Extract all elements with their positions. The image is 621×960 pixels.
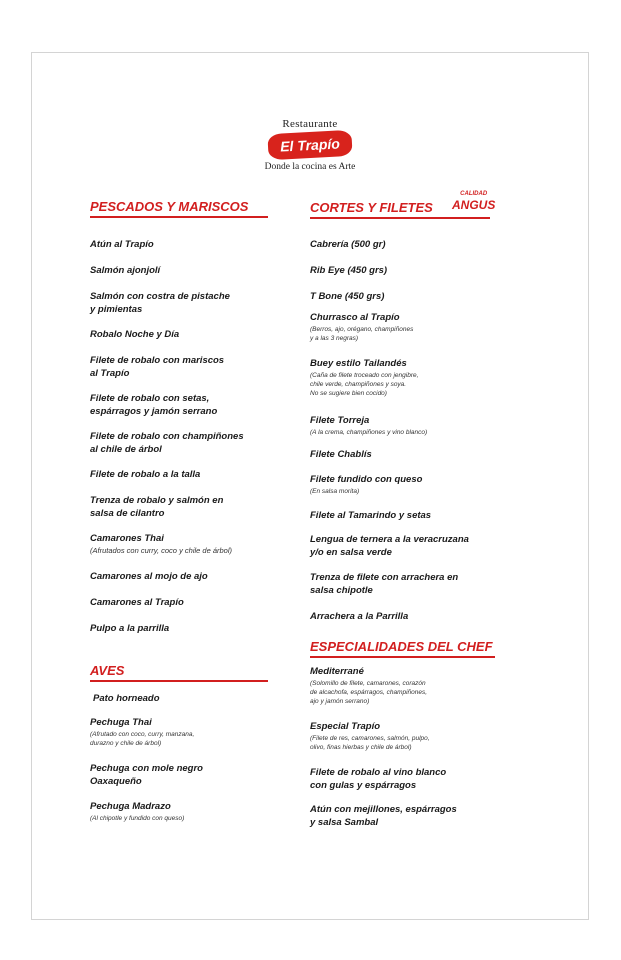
item-name: Atún con mejillones, espárragos y salsa Sambal — [310, 804, 457, 828]
logo-pre-name: Restaurante — [282, 118, 338, 130]
item-description: (Berros, ajo, orégano, champiñones y a las 3 negras) — [310, 325, 414, 342]
menu-item — [310, 572, 500, 597]
menu-item — [310, 534, 500, 559]
menu-item — [90, 239, 280, 252]
quality-badge — [452, 191, 495, 211]
item-name: Churrasco al Trapío — [310, 312, 400, 323]
section-title-especialidades: ESPECIALIDADES DEL CHEF — [310, 639, 495, 658]
item-name: Pechuga con mole negro Oaxaqueño — [90, 763, 203, 787]
logo-tagline: Donde la cocina es Arte — [264, 162, 356, 172]
item-name: Filete Torreja — [310, 415, 370, 426]
item-name: Filete de robalo con mariscos al Trapío — [90, 355, 225, 379]
menu-item — [310, 510, 500, 523]
menu-item — [90, 623, 280, 636]
menu-item — [90, 495, 280, 520]
menu-item — [310, 265, 500, 278]
item-name: Pato horneado — [93, 693, 160, 704]
menu-item — [310, 239, 500, 252]
menu-item — [90, 571, 280, 584]
menu-item — [93, 693, 283, 706]
item-name: Salmón ajonjolí — [90, 265, 161, 276]
menu-item — [90, 469, 280, 482]
section-title-pescados: PESCADOS Y MARISCOS — [90, 199, 268, 218]
section-title-cortes — [310, 191, 496, 219]
item-name: Trenza de filete con arrachera en salsa chipotle — [310, 572, 459, 596]
quality-big: ANGUS — [452, 198, 496, 212]
menu-item — [90, 597, 280, 610]
item-description: (Filete de res, camarones, salmón, pulpo, olivo, finas hierbas y chile de árbol) — [310, 734, 430, 751]
menu-item — [310, 291, 500, 304]
menu-item — [310, 358, 500, 398]
item-name: Filete de robalo con setas, espárragos y jamón serrano — [90, 393, 218, 417]
item-name: Salmón con costra de pistache y pimientas — [90, 291, 230, 315]
logo-name-badge: El Trapío — [267, 130, 352, 160]
item-name: Trenza de robalo y salmón en salsa de cilantro — [90, 495, 224, 519]
item-name: Arrachera a la Parrilla — [310, 611, 409, 622]
menu-item — [90, 355, 280, 380]
menu-item — [90, 801, 280, 823]
item-description: (Al chipotle y fundido con queso) — [90, 814, 185, 822]
item-name: Pechuga Thai — [90, 717, 152, 728]
restaurant-logo — [255, 118, 365, 172]
item-name: Rib Eye (450 grs) — [310, 265, 388, 276]
item-name: Lengua de ternera a la veracruzana y/o en salsa verde — [310, 534, 469, 558]
item-name: Mediterrané — [310, 666, 364, 677]
item-name: Pechuga Madrazo — [90, 801, 171, 812]
item-name: Filete Chablís — [310, 449, 372, 460]
item-name: Atún al Trapío — [90, 239, 154, 250]
item-description: (A la crema, champiñones y vino blanco) — [310, 428, 428, 436]
item-name: Filete fundido con queso — [310, 474, 423, 485]
menu-item — [310, 415, 500, 437]
left-column — [90, 199, 268, 839]
menu-item — [310, 804, 500, 829]
item-name: Robalo Noche y Día — [90, 329, 180, 340]
item-name: Buey estilo Tailandés — [310, 358, 407, 369]
right-column — [310, 191, 506, 844]
item-description: (Afrutado con coco, curry, manzana, durazno y chile de árbol) — [90, 730, 195, 747]
item-description: (Caña de filete troceado con jengibre, chile verde, champiñones y soya. No se sugiere bien cocido) — [310, 371, 419, 397]
menu-item — [310, 767, 500, 792]
item-name: Camarones al Trapío — [90, 597, 184, 608]
item-name: Cabrería (500 gr) — [310, 239, 386, 250]
menu-item — [310, 666, 500, 706]
menu-item — [90, 291, 280, 316]
section-title-cortes-text: CORTES Y FILETES — [310, 200, 433, 215]
item-description: (En salsa morita) — [310, 487, 360, 495]
menu-item — [90, 717, 280, 748]
item-name: Filete de robalo al vino blanco con gulas y espárragos — [310, 767, 447, 791]
item-name: Camarones al mojo de ajo — [90, 571, 208, 582]
menu-item — [90, 763, 280, 788]
menu-item — [310, 611, 500, 624]
item-description: (Afrutados con curry, coco y chile de árbol) — [90, 545, 233, 555]
menu-item — [310, 721, 500, 752]
item-name: Filete al Tamarindo y setas — [310, 510, 432, 521]
item-name: T Bone (450 grs) — [310, 291, 385, 302]
menu-item — [310, 449, 500, 462]
menu-item — [90, 431, 280, 456]
menu-item — [90, 329, 280, 342]
item-name: Camarones Thai — [90, 533, 164, 544]
menu-item — [310, 312, 500, 343]
menu-item — [90, 533, 280, 556]
menu-item — [90, 393, 280, 418]
section-title-aves: AVES — [90, 663, 268, 682]
item-description: (Solomillo de filete, camarones, corazón de alcachofa, espárragos, champiñones, ajo y jamón serrano) — [310, 679, 428, 705]
quality-small: CALIDAD — [460, 191, 488, 197]
item-name: Filete de robalo con champiñones al chile de árbol — [90, 431, 244, 455]
item-name: Pulpo a la parrilla — [90, 623, 170, 634]
menu-item — [310, 474, 500, 496]
item-name: Filete de robalo a la talla — [90, 469, 201, 480]
item-name: Especial Trapío — [310, 721, 381, 732]
menu-item — [90, 265, 280, 278]
